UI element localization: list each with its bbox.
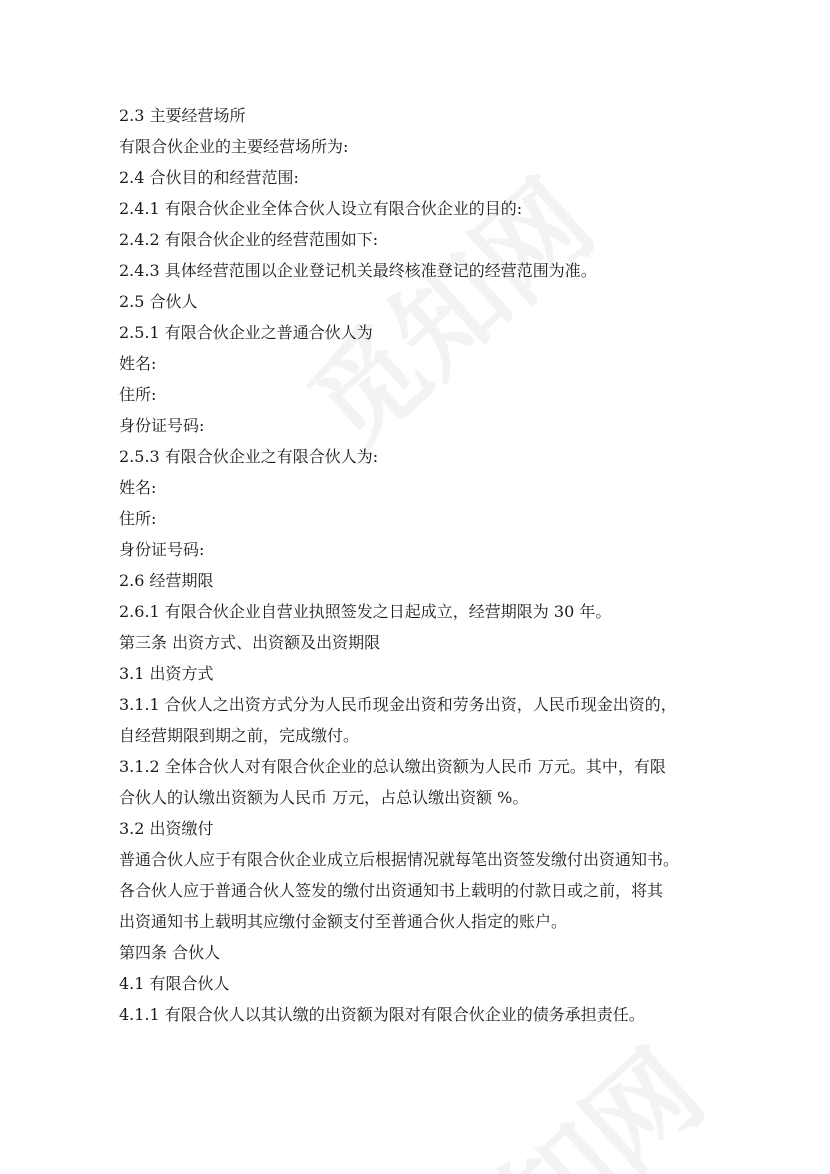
article-heading-3: 第三条 出资方式、出资额及出资期限 xyxy=(119,633,381,652)
section-heading-2-3: 2.3 主要经营场所 xyxy=(119,106,246,125)
field-label-address: 住所: xyxy=(119,509,157,528)
paragraph: 2.4.1 有限合伙企业全体合伙人设立有限合伙企业的目的: xyxy=(119,199,523,218)
paragraph: 2.6.1 有限合伙企业自营业执照签发之日起成立，经营期限为 30 年。 xyxy=(119,602,612,621)
field-label-name: 姓名: xyxy=(119,478,157,497)
section-heading-3-2: 3.2 出资缴付 xyxy=(119,819,214,838)
paragraph: 4.1.1 有限合伙人以其认缴的出资额为限对有限合伙企业的债务承担责任。 xyxy=(119,1005,645,1024)
paragraph: 有限合伙企业的主要经营场所为: xyxy=(119,137,349,156)
paragraph: 2.4.2 有限合伙企业的经营范围如下: xyxy=(119,230,379,249)
paragraph: 自经营期限到期之前，完成缴付。 xyxy=(119,726,360,745)
section-heading-4-1: 4.1 有限合伙人 xyxy=(119,974,230,993)
paragraph: 2.5.3 有限合伙企业之有限合伙人为: xyxy=(119,447,379,466)
field-label-address: 住所: xyxy=(119,385,157,404)
section-heading-2-5: 2.5 合伙人 xyxy=(119,292,198,311)
paragraph: 合伙人的认缴出资额为人民币 万元，占总认缴出资额 %。 xyxy=(119,788,529,807)
document-body xyxy=(119,100,719,1030)
watermark xyxy=(380,1009,731,1174)
paragraph: 2.4.3 具体经营范围以企业登记机关最终核准登记的经营范围为准。 xyxy=(119,261,597,280)
section-heading-2-6: 2.6 经营期限 xyxy=(119,571,214,590)
field-label-name: 姓名: xyxy=(119,354,157,373)
paragraph: 各合伙人应于普通合伙人签发的缴付出资通知书上载明的付款日或之前，将其 xyxy=(119,881,664,900)
section-heading-3-1: 3.1 出资方式 xyxy=(119,664,214,683)
paragraph: 普通合伙人应于有限合伙企业成立后根据情况就每笔出资签发缴付出资通知书。 xyxy=(119,850,680,869)
paragraph: 3.1.2 全体合伙人对有限合伙企业的总认缴出资额为人民币 万元。其中，有限 xyxy=(119,757,666,776)
section-heading-2-4: 2.4 合伙目的和经营范围: xyxy=(119,168,299,187)
paragraph: 出资通知书上载明其应缴付金额支付至普通合伙人指定的账户。 xyxy=(119,912,568,931)
paragraph: 2.5.1 有限合伙企业之普通合伙人为 xyxy=(119,323,373,342)
article-heading-4: 第四条 合伙人 xyxy=(119,943,221,962)
paragraph: 3.1.1 合伙人之出资方式分为人民币现金出资和劳务出资，人民币现金出资的， xyxy=(119,695,677,714)
field-label-id-number: 身份证号码: xyxy=(119,540,205,559)
field-label-id-number: 身份证号码: xyxy=(119,416,205,435)
